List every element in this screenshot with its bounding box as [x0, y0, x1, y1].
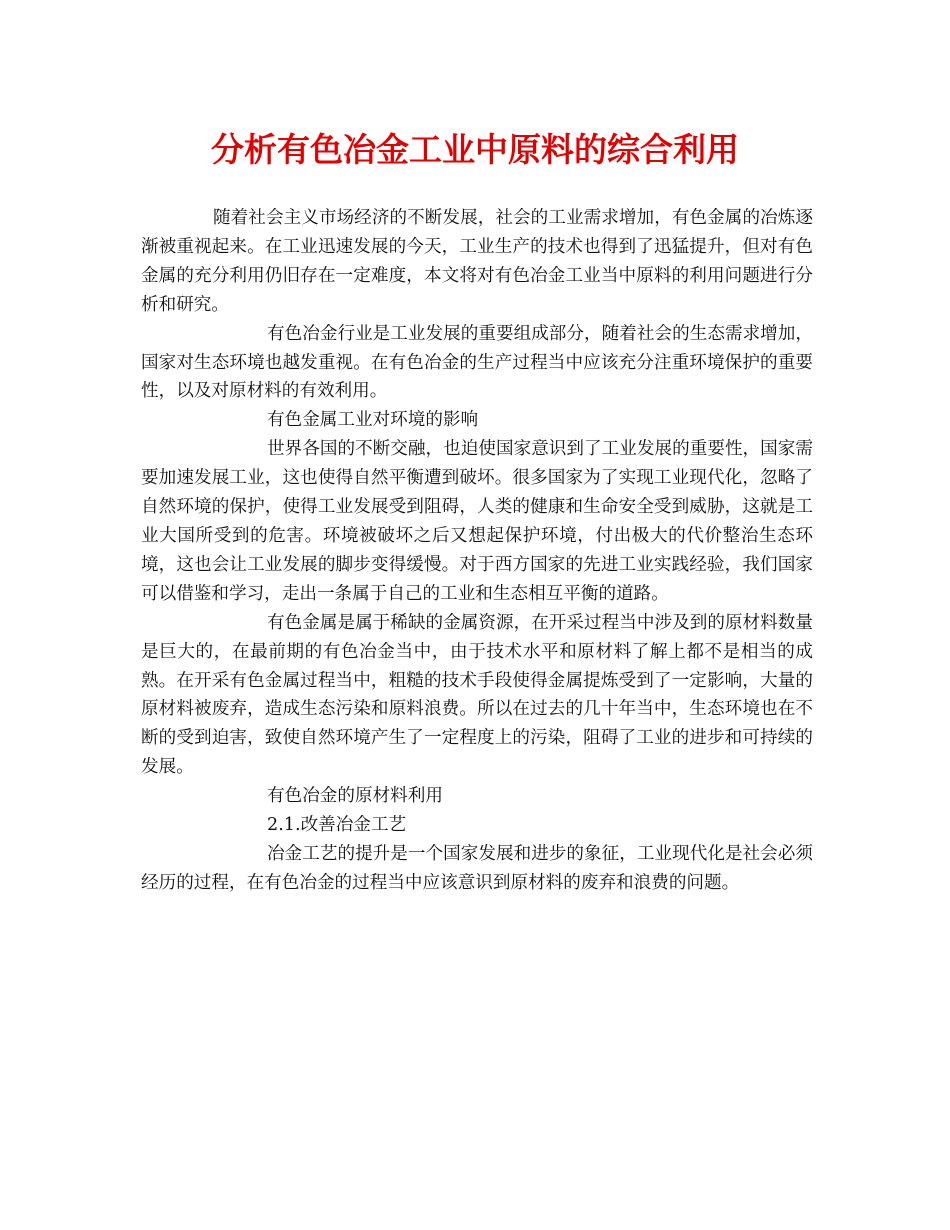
section-heading: 有色冶金的原材料利用 [267, 786, 443, 807]
document-title: 分析有色冶金工业中原料的综合利用 [211, 130, 739, 169]
paragraph: 世界各国的不断交融，也迫使国家意识到了工业发展的重要性，国家需要加速发展工业，这也使得自然平衡遭到破坏。很多国家为了实现工业现代化，忽略了自然环境的保护，使得工业发展受到阻碍，人类的健康和生命安全受到威胁，这就是工业大国所受到的危害。环境被破坏之后又想起保护环境，付出极大的代价整治生态环境，这也会让工业发展的脚步变得缓慢。对于西方国家的先进工业实践经验，我们国家可以借鉴和学习，走出一条属于自己的工业和生态相互平衡的道路。 [141, 439, 813, 604]
document-body [141, 204, 813, 898]
subsection-heading: 2.1.改善冶金工艺 [267, 815, 407, 836]
section-heading: 有色金属工业对环境的影响 [267, 410, 479, 431]
paragraph: 冶金工艺的提升是一个国家发展和进步的象征，工业现代化是社会必须经历的过程，在有色冶金的过程当中应该意识到原材料的废弃和浪费的问题。 [141, 843, 813, 893]
paragraph: 有色冶金行业是工业发展的重要组成部分，随着社会的生态需求增加，国家对生态环境也越发重视。在有色冶金的生产过程当中应该充分注重环境保护的重要性，以及对原材料的有效利用。 [141, 323, 813, 402]
paragraph: 有色金属是属于稀缺的金属资源，在开采过程当中涉及到的原材料数量是巨大的，在最前期的有色冶金当中，由于技术水平和原材料了解上都不是相当的成熟。在开采有色金属过程当中，粗糙的技术手段使得金属提炼受到了一定影响，大量的原材料被废弃，造成生态污染和原料浪费。所以在过去的几十年当中，生态环境也在不断的受到迫害，致使自然环境产生了一定程度上的污染，阻碍了工业的进步和可持续的发展。 [141, 612, 813, 778]
paragraph-intro: 随着社会主义市场经济的不断发展，社会的工业需求增加，有色金属的冶炼逐渐被重视起来。在工业迅速发展的今天，工业生产的技术也得到了迅猛提升，但对有色金属的充分利用仍旧存在一定难度，本文将对有色冶金工业当中原料的利用问题进行分析和研究。 [141, 208, 813, 315]
